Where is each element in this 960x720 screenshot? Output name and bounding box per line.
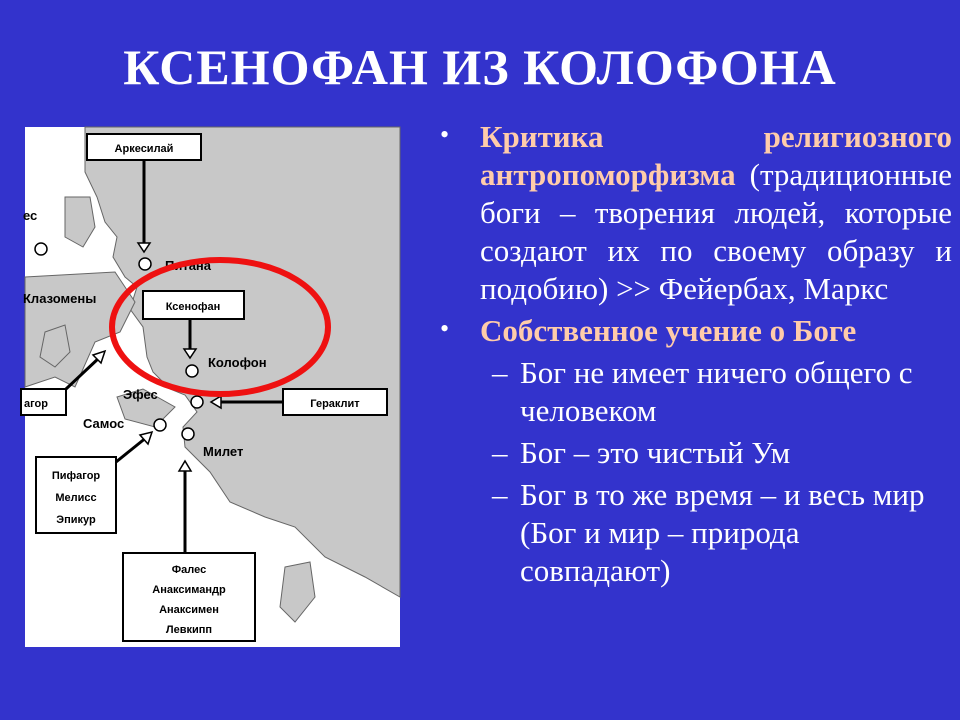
bullet-2	[440, 312, 952, 350]
label-efes-top: ес	[23, 208, 38, 223]
label-pifagor: Пифагор	[51, 470, 101, 482]
dot-milet	[182, 428, 194, 440]
label-meliss: Мелисс	[55, 492, 97, 504]
bullet-1-body: (традиционные боги – творения людей, которые создают их по своему образу и подобию) >> Фейербах, Маркс	[480, 157, 952, 306]
bullet-2-heading: Собственное учение о Боге	[480, 313, 857, 348]
dot-efes-top	[35, 243, 47, 255]
label-samos: Самос	[83, 416, 125, 431]
label-efes: Эфес	[123, 387, 158, 402]
label-milet: Милет	[203, 444, 244, 459]
label-levkipp: Левкипп	[165, 624, 213, 636]
slide-title: КСЕНОФАН ИЗ КОЛОФОНА	[123, 39, 837, 95]
dot-samos	[154, 419, 166, 431]
subitem-1-text: Бог не имеет ничего общего с человеком	[520, 355, 913, 428]
subitem-3-text: Бог в то же время – и весь мир (Бог и мир – природа совпадают)	[520, 477, 925, 588]
label-epikur: Эпикур	[56, 514, 96, 526]
label-kolofon: Колофон	[208, 355, 267, 370]
label-arkesilai: Аркесилай	[114, 143, 174, 155]
label-anaksimandr: Анаксимандр	[152, 584, 226, 596]
ionia-map	[25, 127, 400, 647]
slide-content	[440, 118, 952, 590]
bullet-dot: •	[440, 120, 450, 149]
bullet-1-text	[480, 118, 952, 308]
subitem-2	[440, 434, 952, 472]
dot-efes	[191, 396, 203, 408]
dash-marker: –	[492, 435, 508, 470]
bullet-1	[440, 118, 952, 308]
dot-pitana	[139, 258, 151, 270]
label-agor: агор	[24, 398, 48, 410]
subitem-3	[440, 476, 952, 590]
subitem-2-text: Бог – это чистый Ум	[520, 435, 791, 470]
dot-kolofon	[186, 365, 198, 377]
label-pitana: Питана	[165, 258, 212, 273]
bullet-dot: •	[440, 314, 450, 343]
label-klazomeny: Клазомены	[23, 291, 97, 306]
label-geraklit: Гераклит	[310, 398, 360, 410]
dash-marker: –	[492, 477, 508, 512]
subitem-1	[440, 354, 952, 430]
label-anaksimen: Анаксимен	[159, 604, 219, 616]
bullet-1-heading: Критика религиозного антропоморфизма	[480, 119, 952, 192]
label-xenophanes: Ксенофан	[165, 301, 221, 313]
dash-marker: –	[492, 355, 508, 390]
label-fales: Фалес	[171, 564, 207, 576]
